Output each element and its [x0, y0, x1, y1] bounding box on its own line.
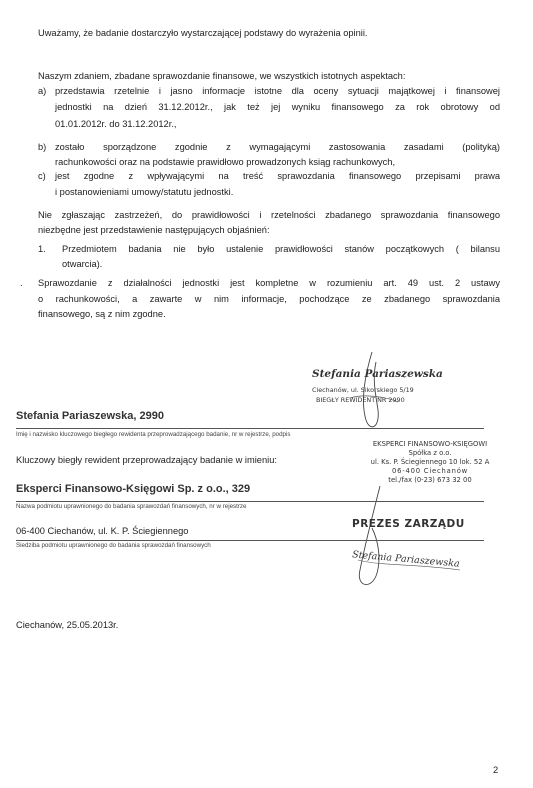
address-caption: Siedziba podmiotu uprawnionego do badania sprawozdań finansowych — [16, 542, 211, 549]
report-note-marker: . — [20, 278, 23, 288]
entity-caption: Nazwa podmiotu uprawnionego do badania sprawozdań finansowych, nr w rejestrze — [16, 503, 247, 510]
entity-address: 06-400 Ciechanów, ul. K. P. Ściegiennego — [16, 526, 189, 536]
point-b-line1: zostało sporządzone zgodnie z wymagającymi zastosowania zasadami (polityką) — [55, 142, 500, 152]
intro-text: Uważamy, że badanie dostarczyło wystarczającej podstawy do wyrażenia opinii. — [38, 28, 368, 38]
opinion-lead: Naszym zdaniem, zbadane sprawozdanie finansowe, we wszystkich istotnych aspektach: — [38, 71, 406, 81]
point-b-marker: b) — [38, 142, 47, 152]
report-note-line1: Sprawozdanie z działalności jednostki jest kompletne w rozumieniu art. 49 ust. 2 ustawy — [38, 278, 500, 288]
explanation-1-marker: 1. — [38, 244, 46, 254]
board-stamp: PREZES ZARZĄDU — [352, 518, 465, 530]
company-stamp-phone: tel./fax (0-23) 673 32 00 — [388, 476, 472, 484]
point-a-line1: przedstawia rzetelnie i jasno informacje istotne dla oceny sytuacji majątkowej i finansowej — [55, 86, 500, 96]
company-stamp-street: ul. Ks. P. Ściegiennego 10 lok. 52 A — [370, 458, 490, 466]
point-c-line2: i postanowieniami umowy/statutu jednostki. — [55, 187, 234, 197]
auditor-stamp-name: Stefania Pariaszewska — [312, 368, 443, 380]
auditor-stamp-address: Ciechanów, ul. Sikorskiego 5/19 — [312, 386, 414, 394]
auditor-stamp-title: BIEGŁY REWIDENT NR 2990 — [316, 396, 405, 404]
company-stamp-name: EKSPERCI FINANSOWO-KSIĘGOWI — [372, 440, 488, 448]
report-note-line3: finansowego, są z nim zgodne. — [38, 309, 166, 319]
point-a-line3: 01.01.2012r. do 31.12.2012r., — [55, 119, 177, 129]
point-b-line2: rachunkowości oraz na podstawie prawidłowo prowadzonych ksiąg rachunkowych, — [55, 157, 396, 167]
board-signature: Stefania Pariaszewska — [351, 549, 461, 570]
auditor-name: Stefania Pariaszewska, 2990 — [16, 410, 164, 422]
report-note-line2: o rachunkowości, a zawarte w nim informacje, pochodzące ze zbadanego sprawozdania — [38, 294, 500, 304]
explanations-lead-line1: Nie zgłaszając zastrzeżeń, do prawidłowości i rzetelności zbadanego sprawozdania finansowego — [38, 210, 500, 220]
on-behalf-text: Kluczowy biegły rewident przeprowadzający badanie w imieniu: — [16, 455, 277, 465]
explanation-1-line2: otwarcia). — [62, 259, 103, 269]
auditor-caption: Imię i nazwisko kluczowego biegłego rewidenta przeprowadzającego badanie, nr w rejestrze, podpis — [16, 431, 291, 438]
explanation-1-line1: Przedmiotem badania nie było ustalenie prawidłowości stanów początkowych ( bilansu — [62, 244, 500, 254]
company-stamp — [360, 440, 500, 506]
page-number: 2 — [493, 765, 499, 775]
point-c-marker: c) — [38, 171, 46, 181]
point-c-line1: jest zgodne z wpływającymi na treść sprawozdania finansowego przepisami prawa — [55, 171, 500, 181]
company-stamp-form: Spółka z o.o. — [408, 449, 452, 457]
point-a-line2: jednostki na dzień 31.12.2012r., jak też jej wyniku finansowego za rok obrotowy od — [55, 102, 500, 112]
explanations-lead-line2: niezbędne jest przedstawienie następujących objaśnień: — [38, 225, 270, 235]
entity-name: Eksperci Finansowo-Księgowi Sp. z o.o., 329 — [16, 483, 251, 495]
company-stamp-city: 06-400 Ciechanów — [391, 467, 469, 475]
auditor-stamp — [300, 368, 450, 412]
point-a-marker: a) — [38, 86, 47, 96]
place-date: Ciechanów, 25.05.2013r. — [16, 620, 119, 630]
